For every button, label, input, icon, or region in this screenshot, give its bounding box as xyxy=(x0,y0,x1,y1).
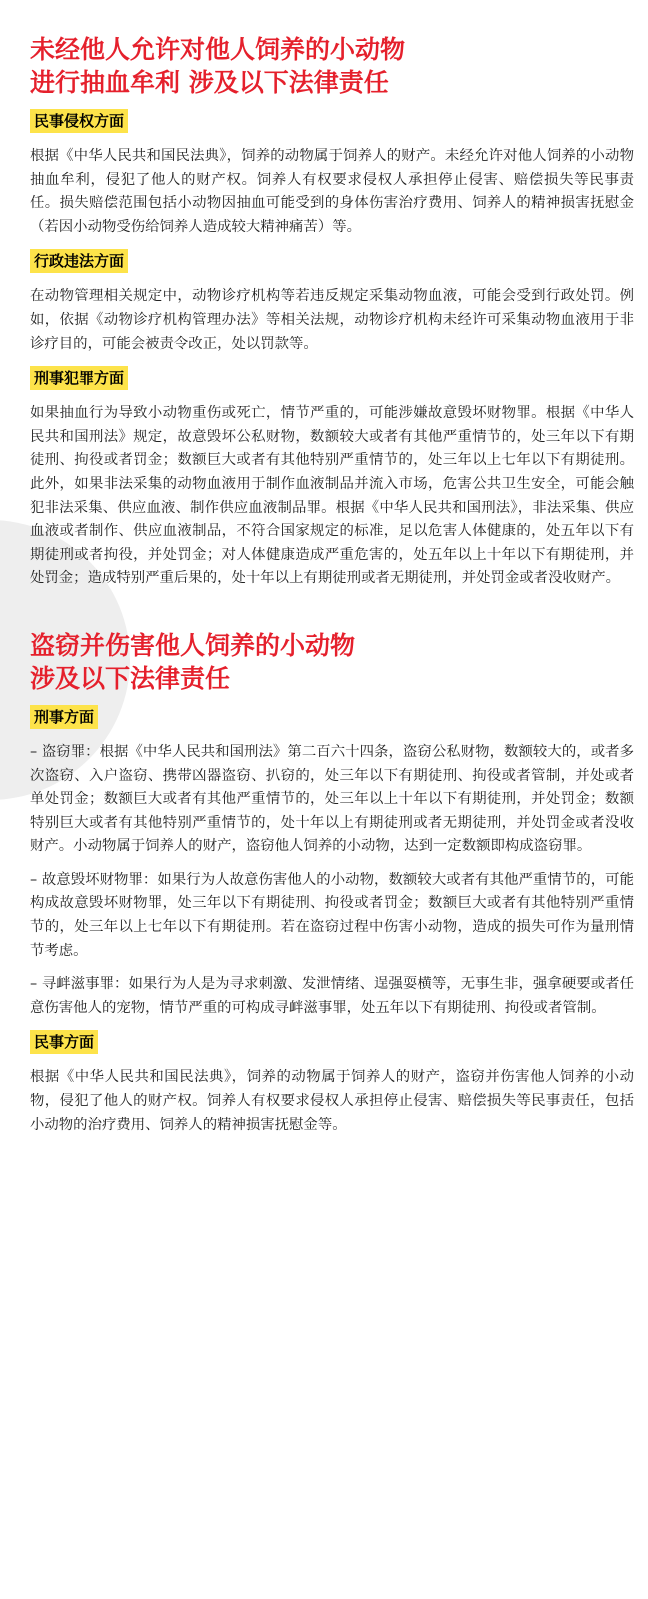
section2-title xyxy=(30,629,634,695)
paragraph-provocation: – 寻衅滋事罪：如果行为人是为寻求刺激、发泄情绪、逞强耍横等，无事生非，强拿硬要或者任意伤害他人的宠物，情节严重的可构成寻衅滋事罪，处五年以下有期徒刑、拘役或者管制。 xyxy=(30,976,634,1016)
section1-title-line1: 未经他人允许对他人饲养的小动物 xyxy=(30,35,406,64)
paragraph-civil-tort: 根据《中华人民共和国民法典》，饲养的动物属于饲养人的财产。未经允许对他人饲养的小动物抽血牟利，侵犯了他人的财产权。饲养人有权要求侵权人承担停止侵害、赔偿损失等民事责任。损失赔偿范围包括小动物因抽血可能受到的身体伤害治疗费用、饲养人的精神损害抚慰金（若因小动物受伤给饲养人造成较大精神痛苦）等。 xyxy=(30,148,634,235)
paragraph-theft: – 盗窃罪：根据《中华人民共和国刑法》第二百六十四条，盗窃公私财物，数额较大的，或者多次盗窃、入户盗窃、携带凶器盗窃、扒窃的，处三年以下有期徒刑、拘役或者管制，并处或者单处罚金；数额巨大或者有其他严重情节的，处三年以上十年以下有期徒刑，并处罚金；数额特别巨大或者有其他特别严重情节的，处十年以上有期徒刑或者无期徒刑，并处罚金或者没收财产。小动物属于饲养人的财产，盗窃他人饲养的小动物，达到一定数额即构成盗窃罪。 xyxy=(30,743,634,855)
section1-title-line2: 进行抽血牟利 涉及以下法律责任 xyxy=(30,68,389,97)
paragraph-administrative: 在动物管理相关规定中，动物诊疗机构等若违反规定采集动物血液，可能会受到行政处罚。例如，依据《动物诊疗机构管理办法》等相关法规，动物诊疗机构未经许可采集动物血液用于非诊疗目的，可能会被责令改正，处以罚款等。 xyxy=(30,288,634,352)
section1-title xyxy=(30,0,634,99)
label-criminal-offense: 刑事犯罪方面 xyxy=(30,366,128,390)
paragraph-property-damage: – 故意毁坏财物罪：如果行为人故意伤害他人的小动物，数额较大或者有其他严重情节的，可能构成故意毁坏财物罪，处三年以下有期徒刑、拘役或者罚金；数额巨大或者有其他特别严重情节的，处三年以上七年以下有期徒刑。若在盗窃过程中伤害小动物，造成的损失可作为量刑情节考虑。 xyxy=(30,871,634,959)
label-administrative: 行政违法方面 xyxy=(30,249,128,273)
paragraph-civil: 根据《中华人民共和国民法典》，饲养的动物属于饲养人的财产，盗窃并伤害他人饲养的小动物，侵犯了他人的财产权。饲养人有权要求侵权人承担停止侵害、赔偿损失等民事责任，包括小动物的治疗费用、饲养人的精神损害抚慰金等。 xyxy=(30,1069,634,1133)
label-civil: 民事方面 xyxy=(30,1030,98,1054)
section2-title-line2: 涉及以下法律责任 xyxy=(30,663,231,693)
label-civil-tort: 民事侵权方面 xyxy=(30,109,128,133)
label-criminal: 刑事方面 xyxy=(30,705,98,729)
section2-title-line1: 盗窃并伤害他人饲养的小动物 xyxy=(30,630,356,660)
paragraph-criminal-offense: 如果抽血行为导致小动物重伤或死亡，情节严重的，可能涉嫌故意毁坏财物罪。根据《中华人民共和国刑法》规定，故意毁坏公私财物，数额较大或者有其他严重情节的，处三年以下有期徒刑、拘役或者罚金；数额巨大或者有其他特别严重情节的，处三年以上七年以下有期徒刑。此外，如果非法采集的动物血液用于制作血液制品并流入市场，危害公共卫生安全，可能会触犯非法采集、供应血液、制作供应血液制品罪。根据《中华人民共和国刑法》，非法采集、供应血液或者制作、供应血液制品，不符合国家规定的标准，足以危害人体健康的，处五年以下有期徒刑或者拘役，并处罚金；对人体健康造成严重危害的，处五年以上十年以下有期徒刑，并处罚金；造成特别严重后果的，处十年以上有期徒刑或者无期徒刑，并处罚金或者没收财产。 xyxy=(30,405,634,587)
